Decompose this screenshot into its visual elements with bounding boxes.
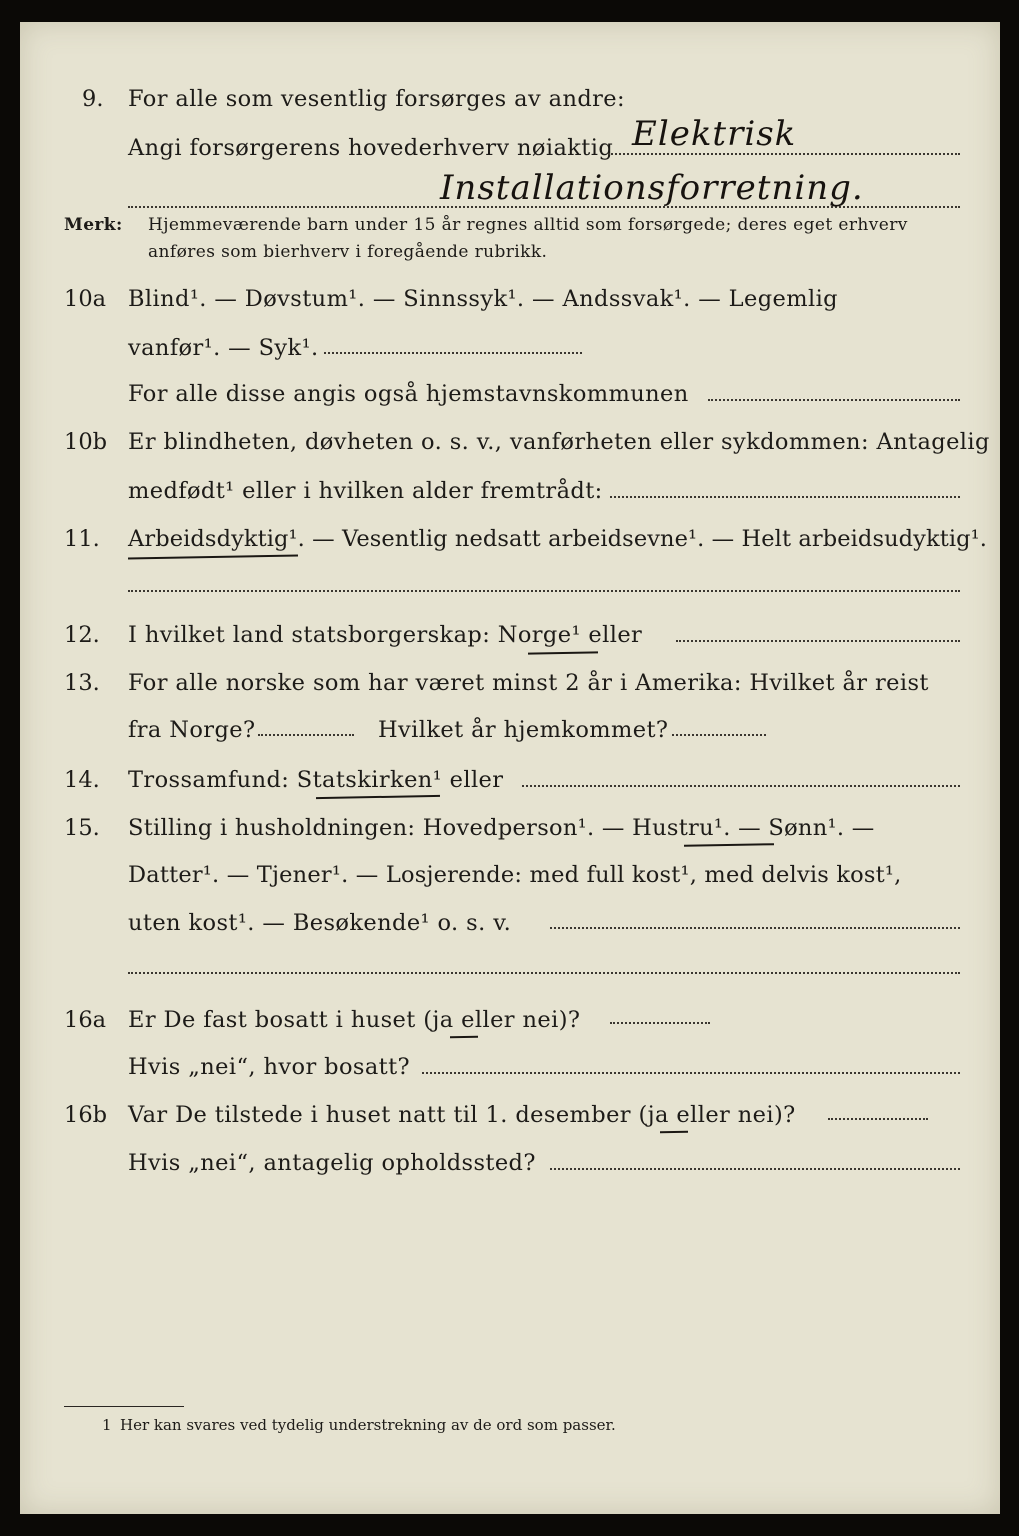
q16b-number: 16b — [64, 1102, 108, 1128]
q12-line1: I hvilket land statsborgerskap: Norge¹ eller — [128, 622, 643, 648]
q10b-number: 10b — [64, 429, 108, 455]
q16a-underline-ja — [450, 1036, 478, 1038]
q15-line1: Stilling i husholdningen: Hovedperson¹. — Hustru¹. — Sønn¹. — — [128, 815, 875, 841]
q16a-line2: Hvis „nei“, hvor bosatt? — [128, 1054, 411, 1080]
q9-line2: Angi forsørgerens hovederhverv nøiaktig — [128, 135, 614, 161]
q16a-line1: Er De fast bosatt i huset (ja eller nei)? — [128, 1007, 581, 1033]
q10a-line2: vanfør¹. — Syk¹. — [128, 335, 319, 361]
q9-handwritten-business: Installationsforretning. — [440, 168, 864, 208]
q12-underline-norge — [528, 651, 598, 654]
merk-line2: anføres som bierhverv i foregående rubrikk. — [148, 242, 548, 262]
q11-line1: Arbeidsdyktig¹. — Vesentlig nedsatt arbeidsevne¹. — Helt arbeidsudyktig¹. — [128, 526, 988, 552]
q9-number: 9. — [82, 86, 104, 112]
q16a-answer-line2 — [422, 1072, 960, 1074]
q9-handwritten-occupation: Elektrisk — [632, 114, 797, 154]
q13-line2b: Hvilket år hjemkommet? — [378, 717, 669, 743]
q10a-answer-line — [324, 352, 582, 354]
q10a-number: 10a — [64, 286, 107, 312]
q10a-line1: Blind¹. — Døvstum¹. — Sinnssyk¹. — Andssvak¹. — Legemlig — [128, 286, 838, 312]
q11-answer-line — [128, 590, 960, 592]
q15-number: 15. — [64, 815, 100, 841]
q13-line1: For alle norske som har været minst 2 år i Amerika: Hvilket år reist — [128, 670, 929, 696]
q16b-line1: Var De tilstede i huset natt til 1. desember (ja eller nei)? — [128, 1102, 796, 1128]
q16b-underline-ja — [660, 1131, 688, 1133]
q10a-line3: For alle disse angis også hjemstavnskommunen — [128, 381, 689, 407]
q13-answer-line1 — [258, 734, 354, 736]
q15-underline-hustru — [684, 843, 774, 847]
q15-answer-line — [550, 927, 960, 929]
q11-number: 11. — [64, 526, 100, 552]
q16a-answer-line1 — [610, 1022, 710, 1024]
footnote-rule — [64, 1406, 184, 1407]
q16b-answer-line1 — [828, 1118, 928, 1120]
q14-underline-statskirken — [316, 795, 440, 799]
q10b-answer-line — [610, 496, 960, 498]
footnote-text: Her kan svares ved tydelig understrekning av de ord som passer. — [120, 1416, 616, 1434]
q10a-answer-line2 — [708, 399, 960, 401]
q15-line3: uten kost¹. — Besøkende¹ o. s. v. — [128, 910, 512, 936]
q16a-number: 16a — [64, 1007, 107, 1033]
q9-line1: For alle som vesentlig forsørges av andre: — [128, 86, 625, 112]
q16b-line2: Hvis „nei“, antagelig opholdssted? — [128, 1150, 536, 1176]
q10b-line1: Er blindheten, døvheten o. s. v., vanførheten eller sykdommen: Antagelig — [128, 429, 990, 455]
q13-answer-line2 — [672, 734, 766, 736]
q15-line2: Datter¹. — Tjener¹. — Losjerende: med full kost¹, med delvis kost¹, — [128, 862, 902, 888]
merk-line1: Hjemmeværende barn under 15 år regnes alltid som forsørgede; deres eget erhverv — [148, 215, 908, 235]
q16b-answer-line2 — [550, 1168, 960, 1170]
footnote-mark: 1 — [102, 1416, 112, 1434]
q12-answer-line — [676, 640, 960, 642]
q10b-line2: medfødt¹ eller i hvilken alder fremtrådt: — [128, 478, 603, 504]
q13-line2a: fra Norge? — [128, 717, 256, 743]
q15-answer-line2 — [128, 972, 960, 974]
q14-line1: Trossamfund: Statskirken¹ eller — [128, 767, 504, 793]
census-form-page — [20, 22, 1000, 1514]
q11-underline-arbeidsdyktig — [128, 555, 298, 560]
q13-number: 13. — [64, 670, 100, 696]
q12-number: 12. — [64, 622, 100, 648]
merk-label: Merk: — [64, 215, 123, 235]
q14-number: 14. — [64, 767, 100, 793]
q14-answer-line — [522, 785, 960, 787]
